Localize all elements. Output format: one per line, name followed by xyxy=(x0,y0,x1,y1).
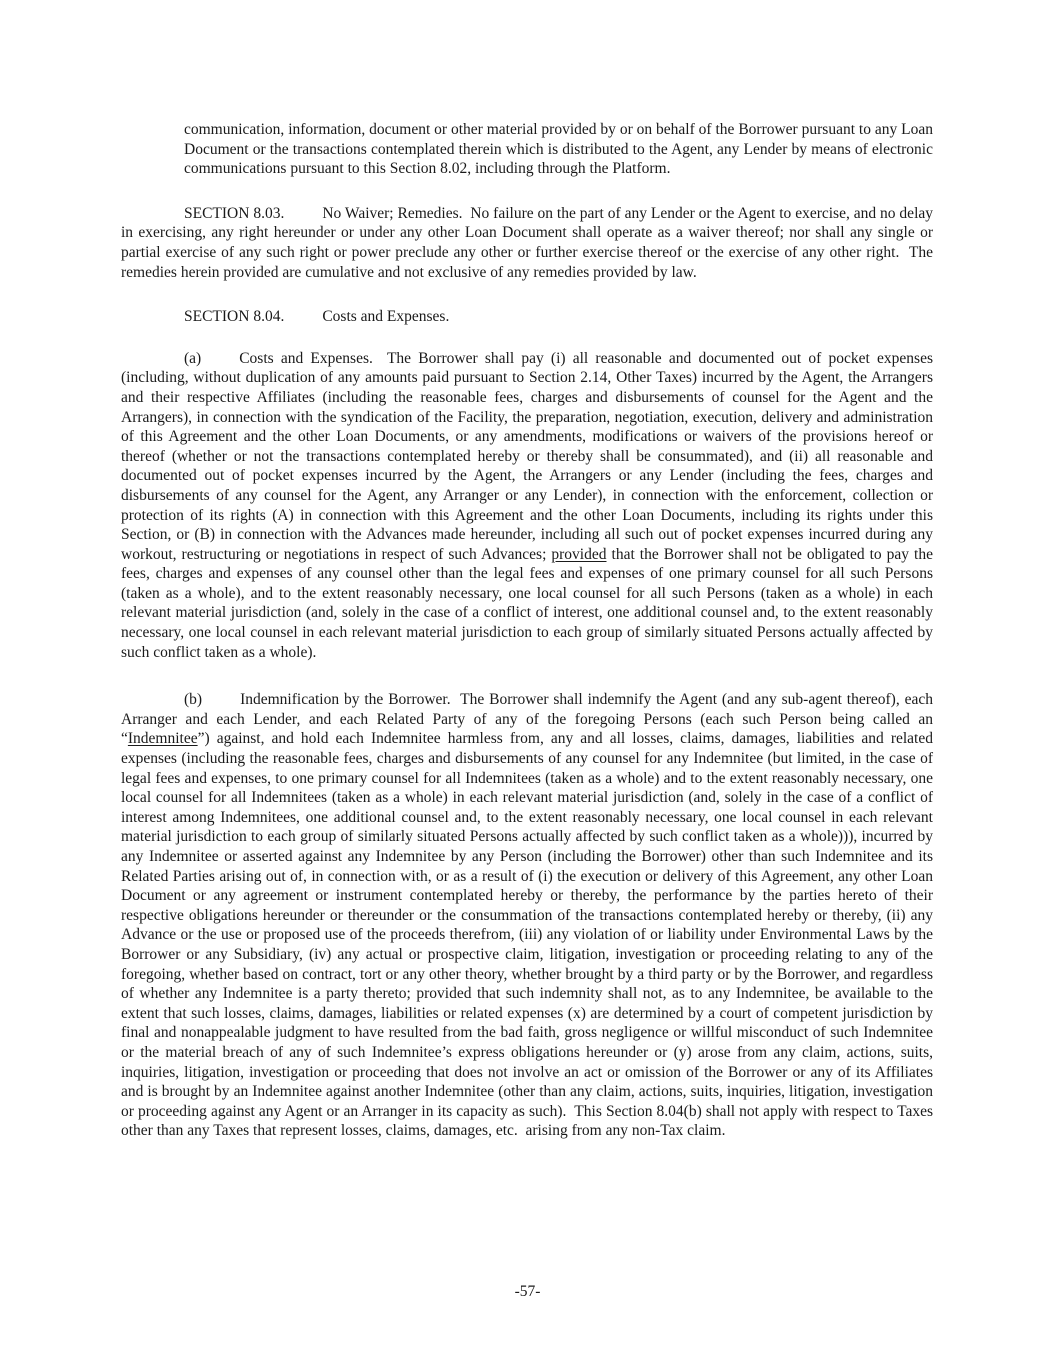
paragraph-b-text-after-indemnitee: ”) against, and hold each Indemnitee harmless from, any and all losses, claims, damages, liabilities and related expenses (including the reasonable fees, charges and disbursements of any counsel for any Indemnitee (but limited, in the case of legal fees and expenses, to one primary counsel for all Indemnitees (taken as a whole) and to the extent reasonably necessary, one local counsel for all Indemnitees (taken as a whole) in each relevant material jurisdiction (and, solely in the case of a conflict of interest among Indemnitees, one additional counsel and, to the extent reasonably necessary, one local counsel in each relevant material jurisdiction to each group of similarly situated Persons actually affected by such conflict taken as a whole))), incurred by any Indemnitee or asserted against any Indemnitee by any Person (including the Borrower) other than such Indemnitee and its Related Parties arising out of, in connection with, or as a result of (i) the execution or delivery of this Agreement, any other Loan Document or any agreement or instrument contemplated hereby or thereby, the performance by the parties hereto of their respective obligations hereunder or thereunder or the consummation of the transactions contemplated hereby or thereby, (ii) any Advance or the use or proposed use of the proceeds therefrom, (iii) any violation of or liability under Environmental Laws by the Borrower or any Subsidiary, (iv) any actual or prospective claim, litigation, investigation or proceeding relating to any of the foregoing, whether based on contract, tort or any other theory, whether brought by a third party or by the Borrower, and regardless of whether any Indemnitee is a party thereto; provided that such indemnity shall not, as to any Indemnitee, be available to the extent that such losses, claims, damages, liabilities or related expenses (x) are determined by a court of competent jurisdiction by final and nonappealable judgment to have resulted from the bad faith, gross negligence or willful misconduct of such Indemnitee or the material breach of any of such Indemnitee’s express obligations hereunder or (y) arose from any claim, actions, suits, inquiries, litigation, investigation or proceeding that does not involve an act or omission of the Borrower or any of its Affiliates and is brought by an Indemnitee against another Indemnitee (other than any claim, actions, suits, inquiries, litigation, investigation or proceeding against any Agent or an Arranger in its capacity as such). This Section 8.04(b) shall not apply with respect to Taxes other than any Taxes that represent losses, claims, damages, etc. arising from any non-Tax claim. xyxy=(121,730,933,1140)
indemnitee-term-underlined: Indemnitee xyxy=(127,730,198,748)
section-8-03-body: No Waiver; Remedies. No failure on the part of any Lender or the Agent to exercise, and no delay in exercising, any right hereunder or under any other Loan Document shall operate as a waiver thereof; nor shall any single or partial exercise of any such right or power preclude any other or further exercise thereof or the exercise of any other right. The remedies herein provided are cumulative and not exclusive of any remedies provided by law. xyxy=(121,204,934,281)
section-8-04-title: Costs and Expenses. xyxy=(322,308,450,326)
paragraph-a-label: (a) xyxy=(184,349,202,367)
page-number: -57- xyxy=(514,1283,541,1300)
paragraph-a xyxy=(121,349,933,663)
section-8-03-paragraph xyxy=(121,204,933,282)
page-content xyxy=(121,120,933,1141)
paragraph-a-text-before-provided: Costs and Expenses. The Borrower shall pay (i) all reasonable and documented out of pocket expenses (including, without duplication of any amounts paid pursuant to Section 2.14, Other Taxes) incurred by the Agent, the Arrangers and their respective Affiliates (including the reasonable fees, charges and disbursements of counsel for the Agent and the Arrangers), in connection with the syndication of the Facility, the preparation, negotiation, execution, delivery and administration of this Agreement and the other Loan Documents, or any amendments, modifications or waivers of the provisions hereof or thereof (whether or not the transactions contemplated hereby or thereby shall be consummated), and (ii) all reasonable and documented out of pocket expenses incurred by the Agent, the Arrangers or any Lender (including the fees, charges and disbursements of any counsel for the Agent, any Arranger or any Lender), in connection with the enforcement, collection or protection of its rights (A) in connection with this Agreement and the other Loan Documents, including its rights under this Section, or (B) in connection with the Advances made hereunder, including all such out of pocket expenses incurred during any workout, restructuring or negotiations in respect of such Advances; xyxy=(121,349,933,563)
section-8-03-label: SECTION 8.03. xyxy=(184,204,285,222)
paragraph-b-text-before-indemnitee: Indemnification by the Borrower. The Borrower shall indemnify the Agent (and any sub-agent thereof), each Arranger and each Lender, and each Related Party of any of the foregoing Persons (each such Person being called an “ xyxy=(121,691,933,748)
section-8-04-label: SECTION 8.04. xyxy=(184,308,285,326)
paragraph-b-label: (b) xyxy=(184,691,203,709)
paragraph-a-text-after-provided: that the Borrower shall not be obligated to pay the fees, charges and expenses of any counsel other than the legal fees and expenses of one primary counsel for all such Persons (taken as a whole), and to the extent reasonably necessary, one local counsel for all such Persons (taken as a whole) in each relevant material jurisdiction (and, solely in the case of a conflict of interest, one additional counsel and, to the extent reasonably necessary, one local counsel in each relevant material jurisdiction to each group of similarly situated Persons actually affected by such conflict taken as a whole). xyxy=(121,545,933,661)
provided-term-underlined: provided xyxy=(551,545,607,563)
section-8-04-heading xyxy=(121,307,933,327)
paragraph-b xyxy=(121,690,933,1141)
continuation-paragraph: communication, information, document or other material provided by or on behalf of the Borrower pursuant to any Loan Document or the transactions contemplated therein which is distributed to the Agent, any Lender by means of electronic communications pursuant to this Section 8.02, including through the Platform. xyxy=(184,121,933,178)
